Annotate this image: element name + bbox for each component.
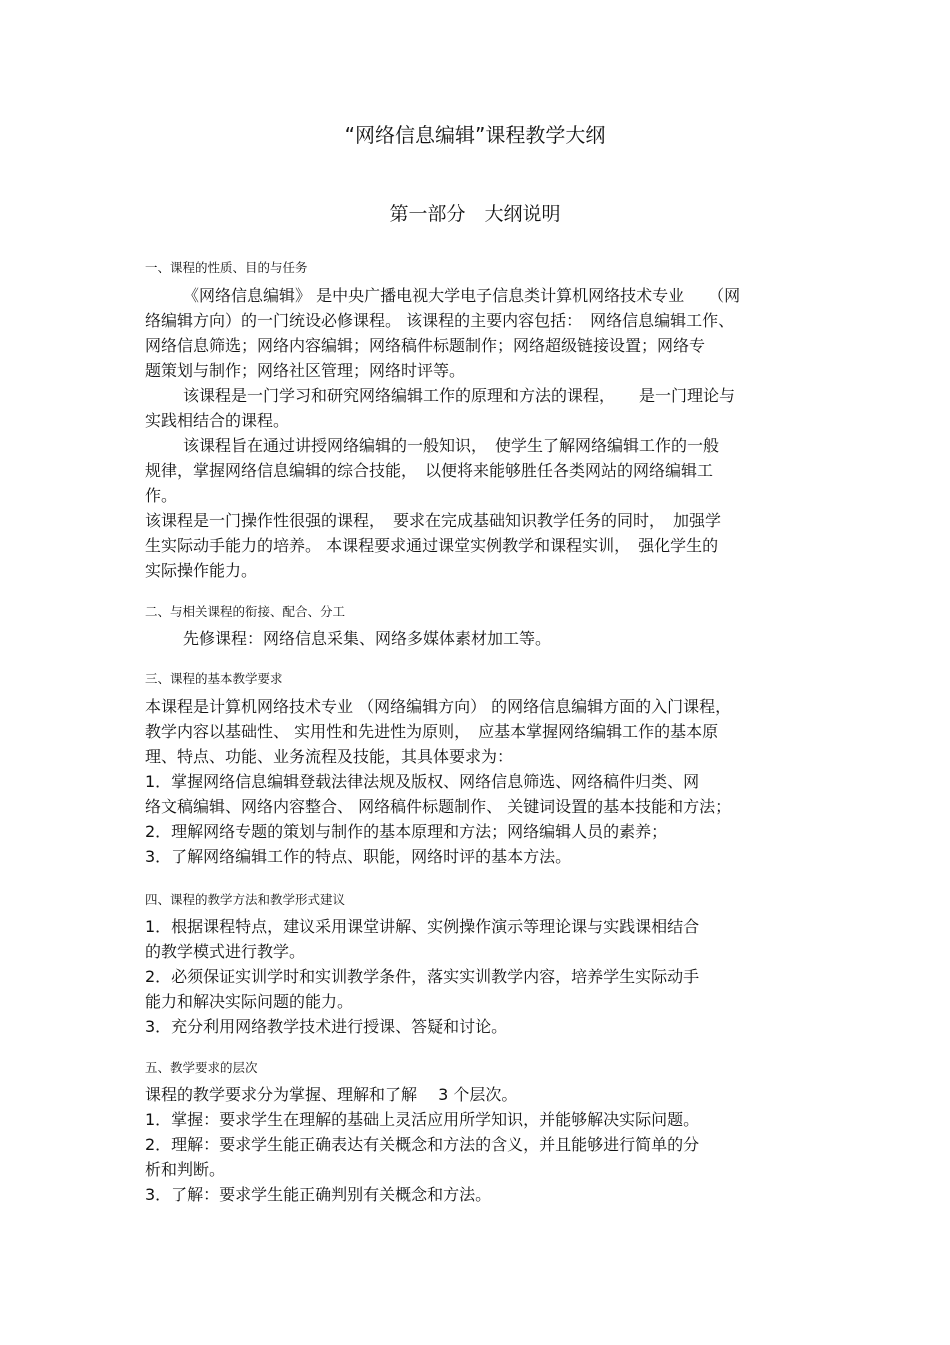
paragraph-line: 该课程是一门学习和研究网络编辑工作的原理和方法的课程， 是一门理论与 [183, 386, 736, 405]
list-item: 1．根据课程特点，建议采用课堂讲解、实例操作演示等理论课与实践课相结合 [145, 917, 700, 936]
paragraph-line: 该课程是一门操作性很强的课程， 要求在完成基础知识教学任务的同时， 加强学 [145, 511, 722, 530]
part-heading: 第一部分 大纲说明 [389, 203, 561, 225]
list-item: 析和判断。 [145, 1160, 226, 1179]
paragraph-line: 本课程是计算机网络技术专业 （网络编辑方向） 的网络信息编辑方面的入门课程， [145, 697, 732, 716]
paragraph-line: 教学内容以基础性、 实用性和先进性为原则， 应基本掌握网络编辑工作的基本原 [145, 722, 719, 741]
paragraph-line: 该课程旨在通过讲授网络编辑的一般知识， 使学生了解网络编辑工作的一般 [183, 436, 720, 455]
list-item: 1．掌握网络信息编辑登载法律法规及版权、网络信息筛选、网络稿件归类、网 [145, 772, 700, 791]
paragraph-line: 络编辑方向）的一门统设必修课程。 该课程的主要内容包括： 网络信息编辑工作、 [145, 311, 735, 330]
section-heading: 五、教学要求的层次 [145, 1060, 258, 1075]
section-heading: 二、与相关课程的衔接、配合、分工 [145, 604, 346, 619]
list-item: 3．充分利用网络教学技术进行授课、答疑和讨论。 [145, 1017, 508, 1036]
section-heading: 三、课程的基本教学要求 [145, 671, 283, 686]
list-item: 络文稿编辑、网络内容整合、 网络稿件标题制作、 关键词设置的基本技能和方法； [145, 797, 732, 816]
list-item: 能力和解决实际问题的能力。 [145, 992, 354, 1011]
list-item: 2．理解网络专题的策划与制作的基本原理和方法；网络编辑人员的素养； [145, 822, 668, 841]
list-item: 2．理解：要求学生能正确表达有关概念和方法的含义，并且能够进行简单的分 [145, 1135, 700, 1154]
paragraph-line: 实际操作能力。 [145, 561, 258, 580]
list-item: 1．掌握：要求学生在理解的基础上灵活应用所学知识，并能够解决实际问题。 [145, 1110, 700, 1129]
section-heading: 一、课程的性质、目的与任务 [145, 260, 308, 275]
paragraph-line: 实践相结合的课程。 [145, 411, 290, 430]
list-item: 3．了解：要求学生能正确判别有关概念和方法。 [145, 1185, 492, 1204]
paragraph-line: 课程的教学要求分为掌握、理解和了解 3 个层次。 [145, 1085, 518, 1104]
document-title: “网络信息编辑”课程教学大纲 [344, 123, 606, 147]
paragraph-line: 理、特点、功能、业务流程及技能，其具体要求为： [145, 747, 514, 766]
paragraph-line: 先修课程：网络信息采集、网络多媒体素材加工等。 [183, 629, 552, 648]
list-item: 的教学模式进行教学。 [145, 942, 306, 961]
paragraph-line: 《网络信息编辑》 是中央广播电视大学电子信息类计算机网络技术专业 （网 [183, 286, 741, 305]
paragraph-line: 生实际动手能力的培养。 本课程要求通过课堂实例教学和课程实训， 强化学生的 [145, 536, 719, 555]
list-item: 2．必须保证实训学时和实训教学条件，落实实训教学内容，培养学生实际动手 [145, 967, 700, 986]
paragraph-line: 题策划与制作；网络社区管理；网络时评等。 [145, 361, 466, 380]
section-heading: 四、课程的教学方法和教学形式建议 [145, 892, 346, 907]
paragraph-line: 规律，掌握网络信息编辑的综合技能， 以便将来能够胜任各类网站的网络编辑工 [145, 461, 714, 480]
paragraph-line: 作。 [145, 486, 178, 505]
paragraph-line: 网络信息筛选；网络内容编辑；网络稿件标题制作；网络超级链接设置；网络专 [145, 336, 706, 355]
list-item: 3．了解网络编辑工作的特点、职能，网络时评的基本方法。 [145, 847, 572, 866]
